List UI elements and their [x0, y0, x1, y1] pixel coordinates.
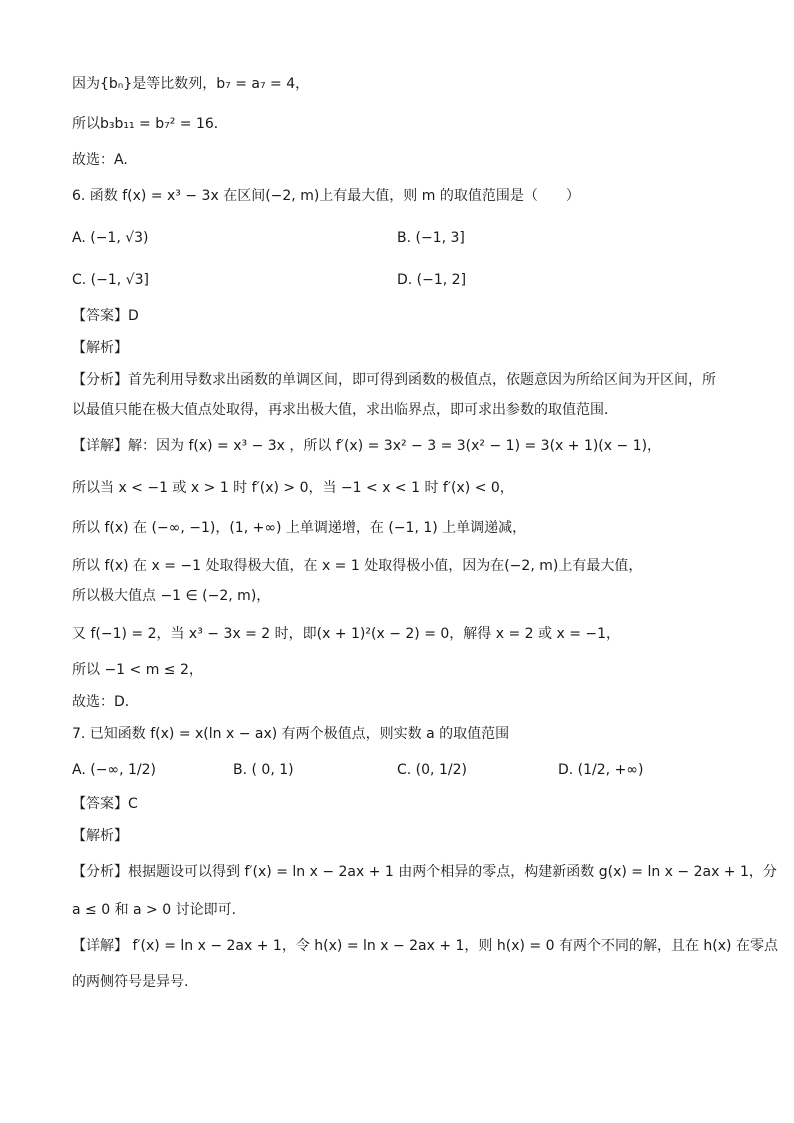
text-line: 故选：D．: [72, 694, 139, 710]
question-6: 6. 函数 f(x) = x³ − 3x 在区间(−2, m)上有最大值，则 m 的取值范围是（ ）: [72, 188, 580, 204]
text-line: 所以 f(x) 在 (−∞, −1)，(1, +∞) 上单调递增，在 (−1, 1) 上单调递减，: [72, 520, 527, 536]
text-line: a ≤ 0 和 a > 0 讨论即可.: [72, 902, 237, 918]
q7-option-b: B. ( 0, 1): [233, 762, 294, 778]
text-line: 以最值只能在极大值点处取得，再求出极大值，求出临界点，即可求出参数的取值范围．: [72, 402, 618, 418]
text-line: 所以极大值点 −1 ∈ (−2, m)，: [72, 588, 271, 604]
text-line: 【详解】 f′(x) = ln x − 2ax + 1，令 h(x) = ln x − 2ax + 1，则 h(x) = 0 有两个不同的解，且在 h(x) 在零点: [72, 938, 778, 954]
q7-option-a: A. (−∞, 1/2): [72, 762, 156, 778]
text-line: 所以b₃b₁₁ = b₇² = 16．: [72, 116, 228, 132]
text-line: 【分析】首先利用导数求出函数的单调区间，即可得到函数的极值点，依题意因为所给区间为开区间，所: [72, 372, 716, 388]
question-7: 7. 已知函数 f(x) = x(ln x − ax) 有两个极值点，则实数 a 的取值范围: [72, 726, 510, 742]
analysis-label: 【解析】: [72, 828, 128, 844]
text-line: 【分析】根据题设可以得到 f′(x) = ln x − 2ax + 1 由两个相异的零点，构建新函数 g(x) = ln x − 2ax + 1，分: [72, 864, 777, 880]
text-line: 【详解】解：因为 f(x) = x³ − 3x ，所以 f′(x) = 3x² − 3 = 3(x² − 1) = 3(x + 1)(x − 1)，: [72, 438, 662, 454]
q6-option-d: D. (−1, 2]: [397, 272, 467, 288]
text-line: 所以当 x < −1 或 x > 1 时 f′(x) > 0，当 −1 < x < 1 时 f′(x) < 0，: [72, 480, 514, 496]
q7-option-d: D. (1/2, +∞): [558, 762, 644, 778]
q6-option-c: C. (−1, √3]: [72, 272, 149, 288]
text-line: 所以 f(x) 在 x = −1 处取得极大值，在 x = 1 处取得极小值，因为在(−2, m)上有最大值，: [72, 558, 643, 574]
answer-label: 【答案】D: [72, 308, 139, 324]
answer-label: 【答案】C: [72, 796, 138, 812]
text-line: 的两侧符号是异号.: [72, 974, 189, 990]
q6-option-a: A. (−1, √3): [72, 230, 149, 246]
text-line: 又 f(−1) = 2，当 x³ − 3x = 2 时，即(x + 1)²(x − 2) = 0，解得 x = 2 或 x = −1，: [72, 626, 621, 642]
text-line: 因为{bₙ}是等比数列，b₇ = a₇ = 4，: [72, 76, 310, 92]
text-line: 故选：A.: [72, 152, 128, 168]
q7-option-c: C. (0, 1/2): [397, 762, 467, 778]
text-line: 所以 −1 < m ≤ 2，: [72, 662, 203, 678]
analysis-label: 【解析】: [72, 340, 128, 356]
q6-option-b: B. (−1, 3]: [397, 230, 465, 246]
